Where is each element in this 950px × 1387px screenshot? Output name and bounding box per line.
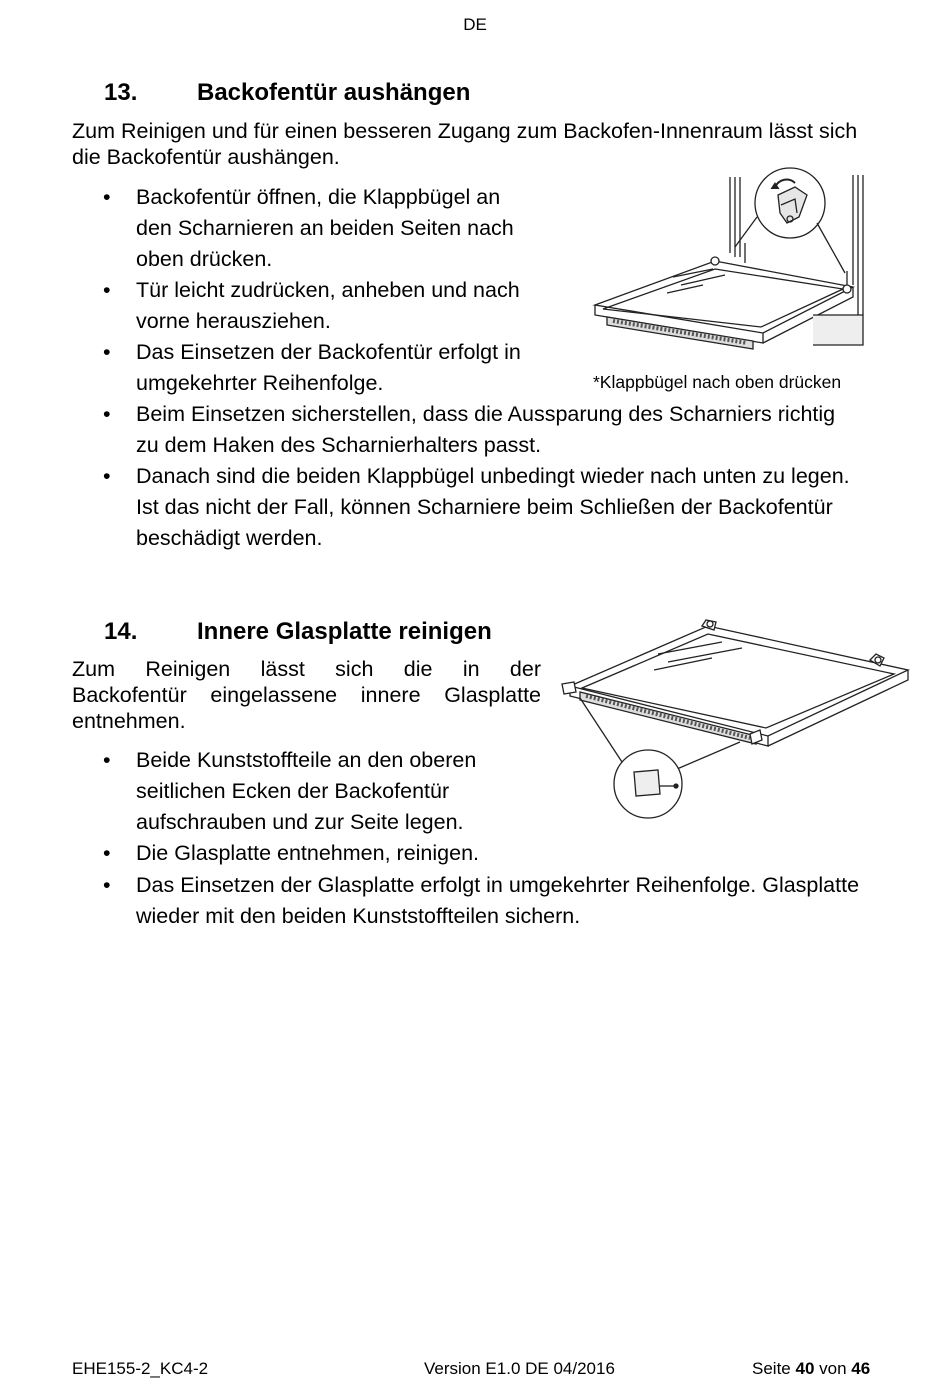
section-13-bullet-list-short <box>72 182 572 399</box>
list-item-line: wieder mit den beiden Kunststoffteilen sichern. <box>136 904 581 928</box>
list-item <box>72 399 932 461</box>
section-13-intro <box>72 118 922 170</box>
list-item-line: Backofentür öffnen, die Klappbügel an <box>136 185 501 209</box>
list-item <box>72 275 572 337</box>
footer-model: EHE155-2_KC4-2 <box>72 1359 209 1378</box>
section-13-bullet-list-long <box>72 399 932 554</box>
page-current: 40 <box>795 1359 815 1378</box>
footer-page-number <box>752 1359 870 1379</box>
list-item-line: Die Glasplatte entnehmen, reinigen. <box>136 841 480 865</box>
section-13-heading <box>104 79 604 109</box>
list-item-line: zu dem Haken des Scharnierhalters passt. <box>136 433 542 457</box>
list-item <box>72 337 572 399</box>
page-mid: von <box>819 1359 847 1378</box>
intro-line: entnehmen. <box>72 709 186 733</box>
intro-line: Zum Reinigen lässt sich die in der <box>72 657 541 681</box>
section-14-heading <box>104 618 604 648</box>
section-14-bullet-list-long <box>72 870 932 932</box>
section-title: Backofentür aushängen <box>197 79 471 106</box>
list-item-line: seitlichen Ecken der Backofentür <box>136 779 450 803</box>
list-item-line: beschädigt werden. <box>136 526 323 550</box>
bullet-icon: • <box>103 340 111 364</box>
page-prefix: Seite <box>752 1359 791 1378</box>
list-item <box>72 461 932 554</box>
list-item-line: aufschrauben und zur Seite legen. <box>136 810 464 834</box>
bullet-icon: • <box>103 873 111 897</box>
list-item-line: Das Einsetzen der Glasplatte erfolgt in umgekehrter Reihenfolge. Glasplatte <box>136 873 860 897</box>
bullet-icon: • <box>103 185 111 209</box>
list-item-line: umgekehrter Reihenfolge. <box>136 371 384 395</box>
intro-line: Backofentür eingelassene innere Glasplatte <box>72 683 541 707</box>
inner-glass-plate-illustration <box>560 612 915 822</box>
list-item-line: vorne herausziehen. <box>136 309 331 333</box>
page-total: 46 <box>851 1359 871 1378</box>
list-item-line: Tür leicht zudrücken, anheben und nach <box>136 278 520 302</box>
figure-caption: *Klappbügel nach oben drücken <box>593 372 842 392</box>
section-number: 13. <box>104 79 138 106</box>
intro-line: die Backofentür aushängen. <box>72 145 340 169</box>
list-item-line: den Scharnieren an beiden Seiten nach <box>136 216 514 240</box>
page-language-label: DE <box>463 15 487 34</box>
bullet-icon: • <box>103 841 111 865</box>
bullet-icon: • <box>103 464 111 488</box>
bullet-icon: • <box>103 402 111 426</box>
list-item-line: oben drücken. <box>136 247 273 271</box>
list-item <box>72 870 932 932</box>
section-title: Innere Glasplatte reinigen <box>197 618 492 645</box>
list-item-line: Das Einsetzen der Backofentür erfolgt in <box>136 340 521 364</box>
list-item-line: Ist das nicht der Fall, können Scharniere beim Schließen der Backofentür <box>136 495 833 519</box>
intro-line: Zum Reinigen und für einen besseren Zugang zum Backofen-Innenraum lässt sich <box>72 119 858 143</box>
list-item <box>72 745 552 838</box>
list-item <box>72 838 552 869</box>
footer-version: Version E1.0 DE 04/2016 <box>424 1359 615 1378</box>
list-item <box>72 182 572 275</box>
list-item-line: Beide Kunststoffteile an den oberen <box>136 748 477 772</box>
list-item-line: Danach sind die beiden Klappbügel unbedingt wieder nach unten zu legen. <box>136 464 850 488</box>
section-14-bullet-list-short <box>72 745 552 869</box>
list-item-line: Beim Einsetzen sicherstellen, dass die Aussparung des Scharniers richtig <box>136 402 836 426</box>
section-number: 14. <box>104 618 138 645</box>
oven-door-hinge-illustration <box>585 165 885 365</box>
section-14-intro <box>72 656 541 734</box>
bullet-icon: • <box>103 278 111 302</box>
bullet-icon: • <box>103 748 111 772</box>
